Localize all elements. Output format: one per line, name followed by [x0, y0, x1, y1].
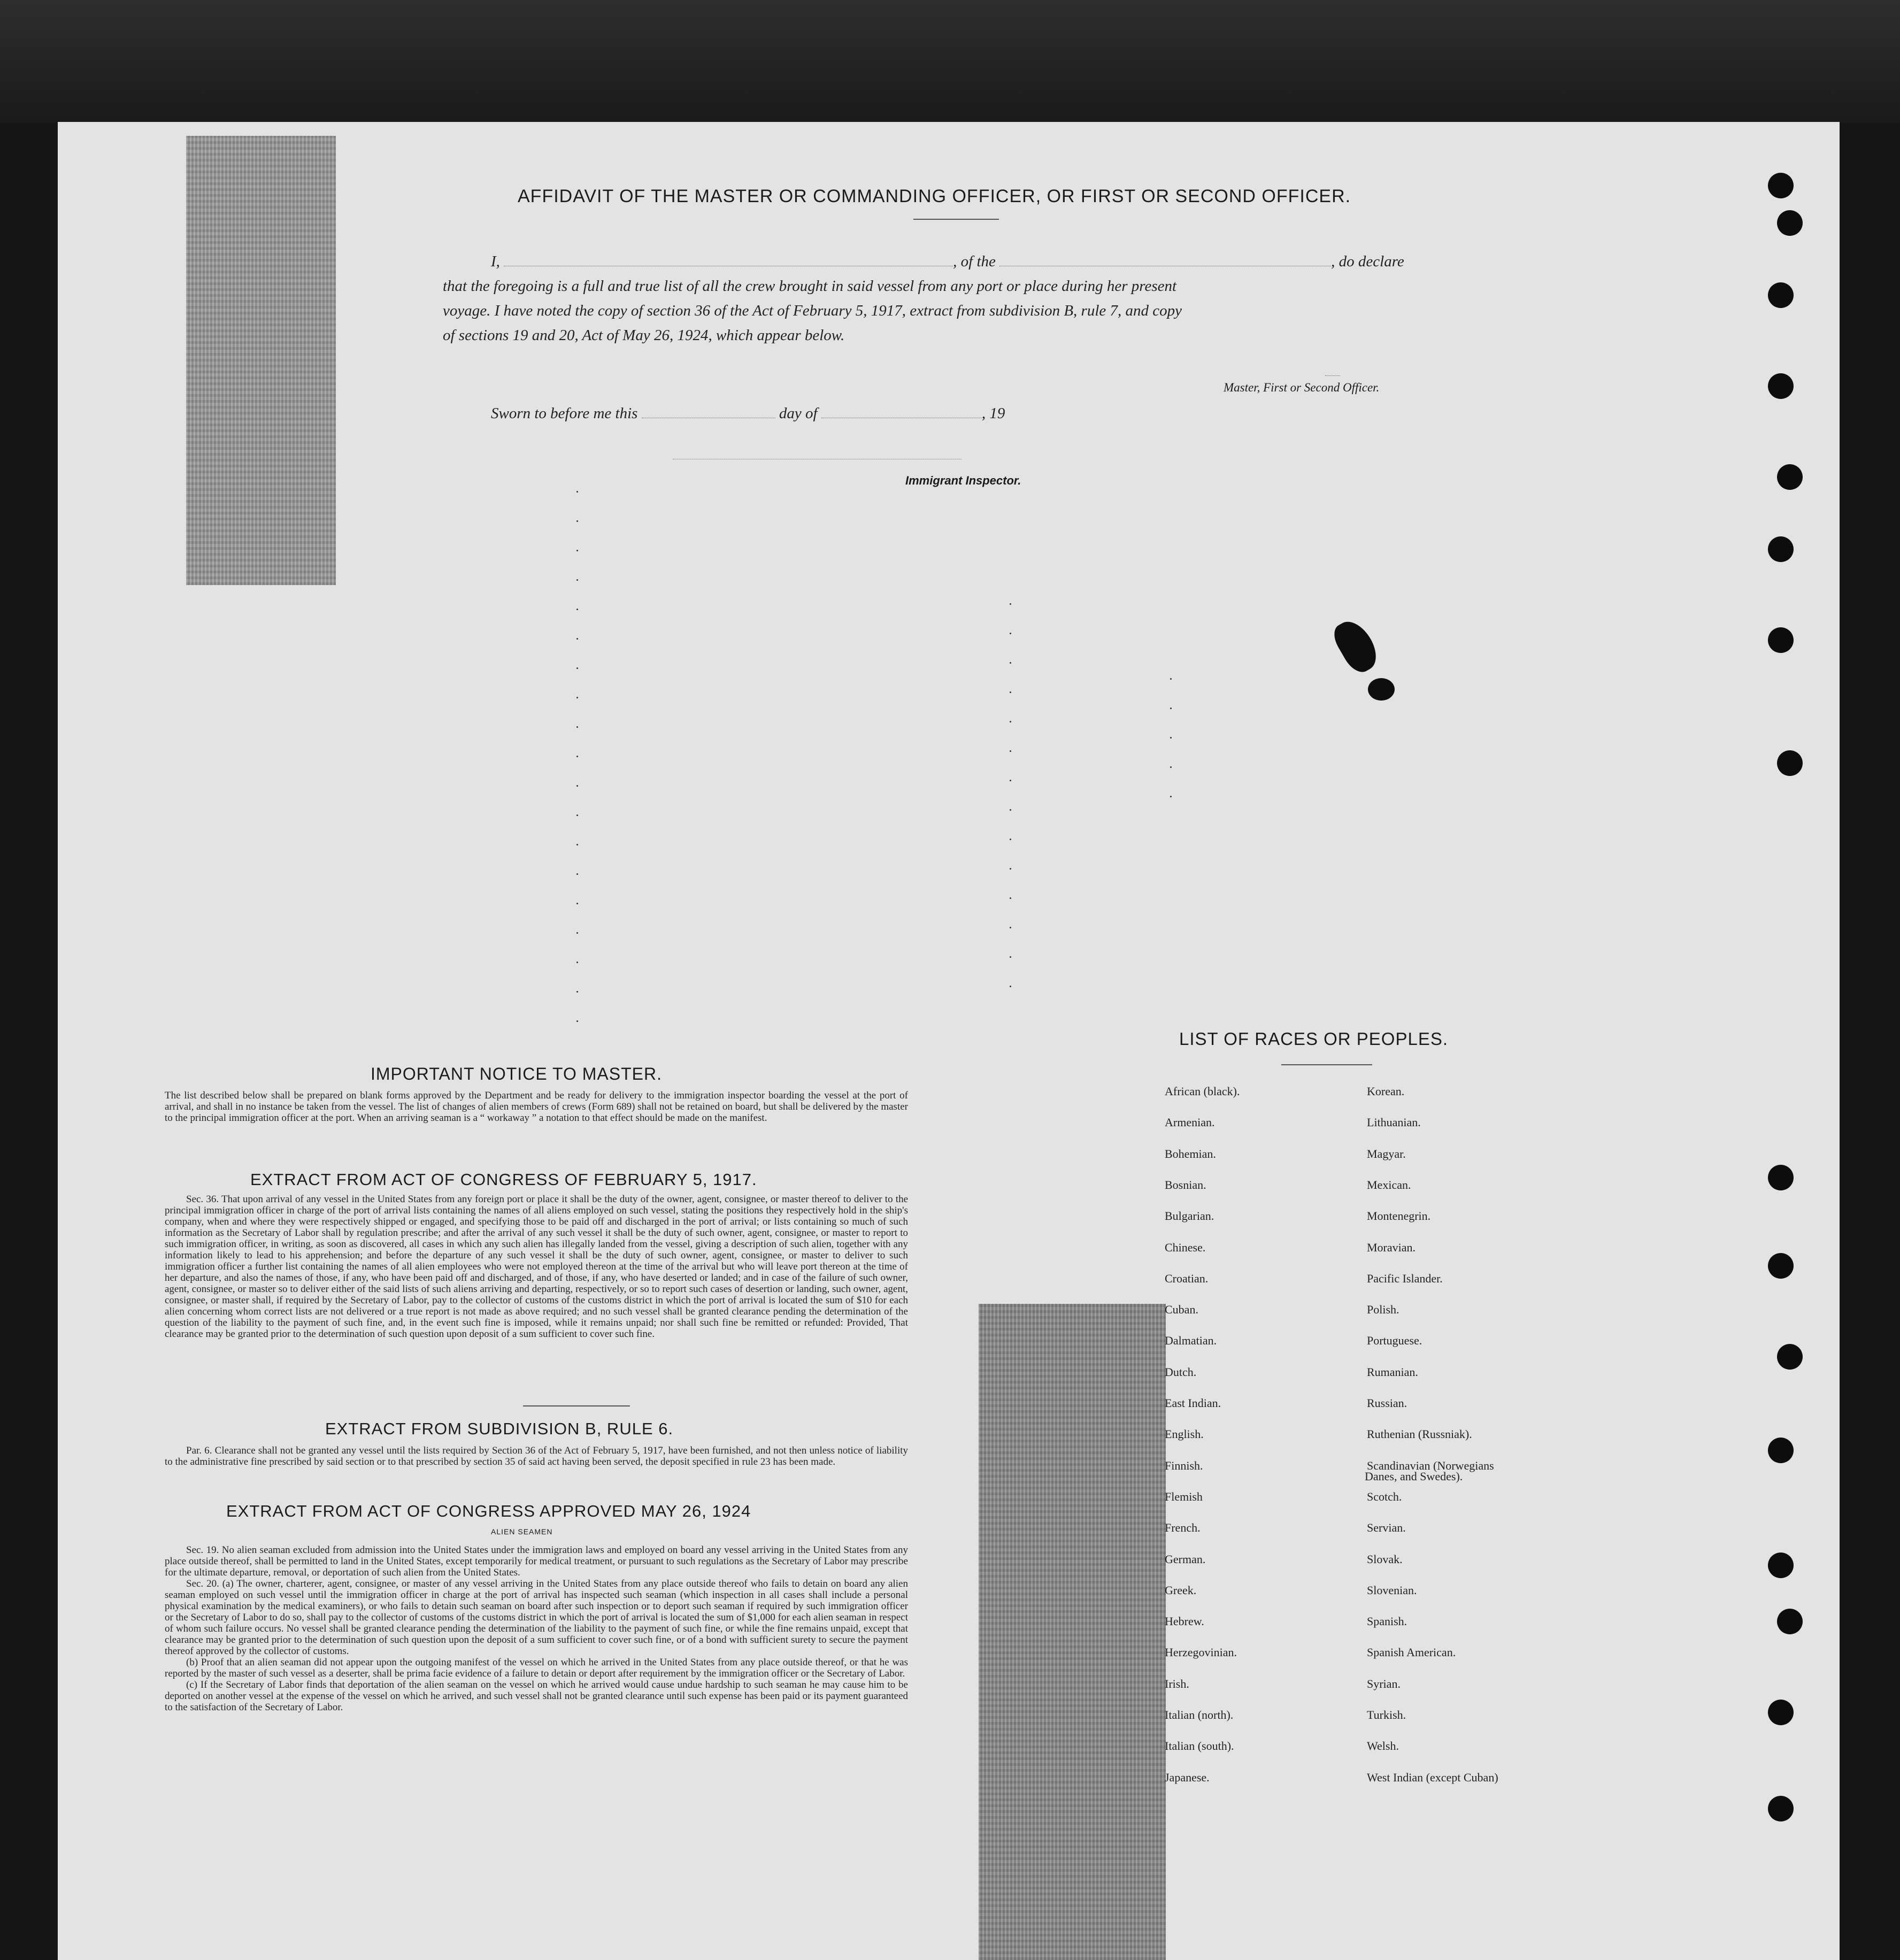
- race-left-item: Dutch.: [1165, 1365, 1197, 1379]
- race-right-item: Turkish.: [1367, 1708, 1406, 1721]
- race-right-item: Montenegrin.: [1367, 1209, 1431, 1223]
- race-right-item: Russian.: [1367, 1396, 1407, 1410]
- notice-title: IMPORTANT NOTICE TO MASTER.: [371, 1064, 662, 1083]
- race-right-item: Slovak.: [1367, 1552, 1403, 1566]
- guide-dot: [576, 579, 578, 581]
- punch-hole: [1777, 464, 1803, 490]
- guide-dot: [576, 814, 578, 816]
- extract-1917-title: EXTRACT FROM ACT OF CONGRESS OF FEBRUARY 5, 1917.: [250, 1170, 757, 1189]
- guide-dot: [576, 991, 578, 993]
- race-right-item: Spanish.: [1367, 1615, 1407, 1628]
- punch-hole: [1777, 750, 1803, 776]
- day-of-label: day of: [779, 405, 818, 422]
- extract-rule6-body: Par. 6. Clearance shall not be granted any vessel until the lists required by Section 36 of the Act of February 5, 1917, have been furnished, and not then unless notice of liability to the administrative fine prescribed by said section or to that prescribed by section 35 of said act having been served, the deposit specified in rule 23 has been made.: [165, 1445, 908, 1467]
- declaration-line-2: voyage. I have noted the copy of section 36 of the Act of February 5, 1917, extract from subdivision B, rule 7, and copy: [443, 302, 1182, 319]
- guide-dot: [1010, 986, 1011, 987]
- race-right-item: Moravian.: [1367, 1240, 1416, 1254]
- guide-dot: [576, 873, 578, 875]
- punch-hole: [1777, 210, 1803, 236]
- guide-dot: [576, 962, 578, 963]
- guide-dot: [1010, 662, 1011, 664]
- punch-hole: [1768, 1552, 1794, 1578]
- vessel-blank[interactable]: [999, 255, 1331, 266]
- race-right-item: Pacific Islander.: [1367, 1271, 1443, 1285]
- race-right-item: Portuguese.: [1367, 1334, 1422, 1348]
- document-page: [58, 122, 1840, 1960]
- sec19-text: Sec. 19. No alien seaman excluded from admission into the United States under the immigration laws and employed on board any vessel arriving in the United States from any place outside thereof, shall be permitted to land in the United States, except temporarily for medical treatment, or pursuant to such regulations as the Secretary of Labor may prescribe for the ultimate departure, removal, or deportation of such alien from the United States.: [165, 1544, 908, 1578]
- guide-dot: [1010, 927, 1011, 928]
- guide-dot: [576, 785, 578, 787]
- guide-dot: [576, 756, 578, 757]
- race-right-item: Polish.: [1367, 1303, 1399, 1317]
- race-left-item: Italian (north).: [1165, 1708, 1234, 1721]
- declaration-text: [443, 274, 1726, 348]
- race-right-item: Mexican.: [1367, 1178, 1411, 1192]
- scan-border: [0, 0, 1900, 123]
- extract-1924-title: EXTRACT FROM ACT OF CONGRESS APPROVED MAY 26, 1924: [226, 1502, 751, 1520]
- sworn-line: [491, 401, 1240, 426]
- guide-dot: [1170, 796, 1172, 797]
- races-title-underline: [1281, 1064, 1372, 1065]
- punch-hole: [1768, 536, 1794, 562]
- race-right-item: Lithuanian.: [1367, 1116, 1421, 1129]
- race-right-item: Rumanian.: [1367, 1365, 1418, 1379]
- tape-strip-bottom: [979, 1304, 1166, 1960]
- races-title: LIST OF RACES OR PEOPLES.: [1179, 1029, 1449, 1049]
- race-left-item: Dalmatian.: [1165, 1334, 1217, 1348]
- punch-hole: [1768, 1796, 1794, 1821]
- race-right-item: Spanish American.: [1367, 1646, 1456, 1659]
- race-right-item: Scandinavian (Norwegians: [1367, 1458, 1494, 1472]
- race-left-item: English.: [1165, 1427, 1204, 1441]
- race-left-item: Hebrew.: [1165, 1615, 1204, 1628]
- race-left-item: East Indian.: [1165, 1396, 1221, 1410]
- sworn-label: Sworn to before me this: [491, 405, 638, 422]
- guide-dot: [1010, 750, 1011, 752]
- day-blank[interactable]: [642, 407, 775, 418]
- title-underline: [913, 219, 999, 220]
- affidavit-title: AFFIDAVIT OF THE MASTER OR COMMANDING OFFICER, OR FIRST OR SECOND OFFICER.: [518, 186, 1351, 206]
- guide-dot: [1010, 839, 1011, 840]
- signature-line: [1325, 375, 1340, 376]
- guide-dot: [1010, 603, 1011, 605]
- month-blank[interactable]: [821, 407, 982, 418]
- race-right-item: Korean.: [1367, 1085, 1405, 1098]
- punch-hole: [1768, 627, 1794, 653]
- sec20c-text: (c) If the Secretary of Labor finds that deportation of the alien seaman on the vessel on which he arrived would cause undue hardship to such seaman he may cause him to be deported on another vessel at the expense of the vessel on which he arrived, and such vessel shall not be granted clearance until such expense has been paid or its payment guaranteed to the satisfaction of the Secretary of Labor.: [165, 1679, 908, 1713]
- race-left-item: Greek.: [1165, 1583, 1197, 1597]
- race-right-item: Magyar.: [1367, 1147, 1406, 1160]
- race-left-item: Cuban.: [1165, 1303, 1198, 1317]
- extract-1924-body: [165, 1544, 908, 1713]
- punch-hole: [1768, 373, 1794, 399]
- guide-dot: [1010, 956, 1011, 958]
- guide-dot: [576, 638, 578, 640]
- ink-blot-small: [1368, 678, 1395, 701]
- extract-1917-body: Sec. 36. That upon arrival of any vessel in the United States from any foreign port or place it shall be the duty of the owner, agent, consignee, or master thereof to deliver to the principal immigration officer in charge of the port of arrival lists containing the names of all aliens employed on such vessel, stating the positions they respectively hold in the ship's company, when and where they were respectively shipped or engaged, and specifying those to be paid off and discharged in the port of arrival; or lists containing so much of such information as the Secretary of Labor shall by regulation prescribe; and after the arrival of any such vessel it shall be the duty of such owner, agent, consignee, or master to report to such immigration officer, in writing, as soon as discovered, all cases in which any such alien has illegally landed from the vessel, giving a description of such alien, together with any information likely to lead to his apprehension; and before the departure of any such vessel it shall be the duty of such owner, agent, consignee, or master to deliver to such immigration officer a further list containing the names of all alien employees who were not employed thereon at the time of the arrival but who will leave port thereon at the time of her departure, and also the names of those, if any, who have been paid off and discharged, and of those, if any, who have deserted or landed; and in case of the failure of such owner, agent, consignee, or master so to deliver either of the said lists of such aliens arriving and departing, respectively, or so to report such cases of desertion or landing, such owner, agent, consignee, or master shall, if required by the Secretary of Labor, pay to the collector of customs of the customs district in which the port of arrival is located the sum of $10 for each alien concerning whom correct lists are not delivered or a true report is not made as above required; and no such vessel shall be granted clearance pending the determination of the question of the liability to the payment of such fine, and, in the event such fine is imposed, while it remains unpaid; nor shall such fine be remitted or refunded: Provided, That clearance may be granted prior to the determination of such question upon deposit of a sum sufficient to cover such fine.: [165, 1194, 908, 1340]
- race-left-item: Finnish.: [1165, 1458, 1203, 1472]
- race-right-item: Ruthenian (Russniak).: [1367, 1427, 1472, 1441]
- race-right-item: Syrian.: [1367, 1677, 1401, 1690]
- race-right-item: Welsh.: [1367, 1739, 1399, 1753]
- guide-dot: [1010, 809, 1011, 811]
- guide-dot: [1010, 633, 1011, 634]
- sec20b-text: (b) Proof that an alien seaman did not appear upon the outgoing manifest of the vessel on which he arrived in the United States from any place outside thereof, or that he was reported by the master of such vessel as a deserter, shall be prima facie evidence of a failure to detain or deport after requirement by the immigration officer or the Secretary of Labor.: [165, 1657, 908, 1679]
- race-left-item: German.: [1165, 1552, 1206, 1566]
- race-left-item: Herzegovinian.: [1165, 1646, 1237, 1659]
- sec20a-text: Sec. 20. (a) The owner, charterer, agent, consignee, or master of any vessel arriving in the United States from any place outside thereof who fails to detain on board any alien seaman employed on such vessel until the immigration officer in charge at the port of arrival has inspected such seaman (which inspection in all cases shall include a personal physical examination by the medical examiners), or who fails to detain such seaman on board after such inspection or to deport such seaman if required by such immigration officer or the Secretary of Labor to do so, shall pay to the collector of customs of the customs district in which the port of arrival is located the sum of $1,000 for each alien seaman in respect of whom such failure occurs. No vessel shall be granted clearance pending the determination of the liability to the payment of such fine, or while the fine remains unpaid, except that clearance may be granted prior to the determination of such question upon the deposit of a sum sufficient to cover such fine, or of a bond with sufficient surety to secure the payment thereof approved by the collector of customs.: [165, 1578, 908, 1657]
- ink-blot: [1329, 615, 1383, 678]
- punch-hole: [1777, 1609, 1803, 1634]
- guide-dot: [1010, 691, 1011, 693]
- section-divider: [523, 1405, 630, 1406]
- race-left-item: Bosnian.: [1165, 1178, 1206, 1192]
- race-left-item: Italian (south).: [1165, 1739, 1234, 1753]
- punch-hole: [1768, 1253, 1794, 1279]
- race-left-item: French.: [1165, 1521, 1201, 1535]
- race-right-item: Servian.: [1367, 1521, 1406, 1535]
- guide-dot: [576, 903, 578, 904]
- guide-dot: [576, 844, 578, 846]
- race-right-item: Slovenian.: [1367, 1583, 1417, 1597]
- punch-hole: [1768, 173, 1794, 198]
- guide-dot: [576, 1020, 578, 1022]
- race-left-item: Irish.: [1165, 1677, 1189, 1690]
- extract-1924-subtitle: ALIEN SEAMEN: [491, 1527, 553, 1536]
- punch-hole: [1768, 1700, 1794, 1725]
- guide-dot: [1170, 737, 1172, 739]
- guide-dot: [576, 491, 578, 493]
- race-scandinavian-continued: Danes, and Swedes).: [1365, 1470, 1463, 1483]
- extract-rule6-title: EXTRACT FROM SUBDIVISION B, RULE 6.: [325, 1419, 674, 1438]
- race-right-item: West Indian (except Cuban): [1367, 1770, 1498, 1784]
- do-declare-label: , do declare: [1331, 253, 1404, 270]
- race-left-item: Croatian.: [1165, 1271, 1209, 1285]
- guide-dot: [1010, 721, 1011, 722]
- declaration-first-line: [491, 249, 1721, 274]
- declaration-line-1: that the foregoing is a full and true list of all the crew brought in said vessel from any port or place during her present: [443, 278, 1177, 295]
- guide-dot: [576, 550, 578, 551]
- race-left-item: Bohemian.: [1165, 1147, 1216, 1160]
- guide-dot: [576, 932, 578, 934]
- race-left-item: African (black).: [1165, 1085, 1240, 1098]
- of-the-label: , of the: [953, 253, 996, 270]
- guide-dot: [1010, 868, 1011, 870]
- name-blank[interactable]: [504, 255, 953, 266]
- declaration-line-3: of sections 19 and 20, Act of May 26, 1924, which appear below.: [443, 327, 845, 344]
- inspector-label: Immigrant Inspector.: [905, 474, 1021, 487]
- year-label: , 19: [981, 405, 1005, 422]
- guide-dot: [576, 726, 578, 728]
- race-left-item: Armenian.: [1165, 1116, 1215, 1129]
- punch-hole: [1768, 1165, 1794, 1190]
- master-signature-label: Master, First or Second Officer.: [1224, 381, 1380, 394]
- race-left-item: Japanese.: [1165, 1770, 1210, 1784]
- guide-dot: [1170, 678, 1172, 680]
- guide-dot: [1010, 897, 1011, 899]
- guide-dot: [576, 697, 578, 698]
- i-label: I,: [491, 253, 500, 270]
- punch-hole: [1768, 1438, 1794, 1463]
- guide-dot: [576, 667, 578, 669]
- notice-body: The list described below shall be prepared on blank forms approved by the Department and be ready for delivery to the immigration inspector boarding the vessel at the port of arrival, and shall in no instance be taken from the vessel. The list of changes of alien members of crews (Form 689) shall not be retained on board, but shall be delivered by the master to the principal immigration officer at the port. When an arriving seaman is a “ workaway ” a notation to that effect should be made on the manifest.: [165, 1090, 908, 1124]
- punch-hole: [1768, 282, 1794, 308]
- race-left-item: Bulgarian.: [1165, 1209, 1214, 1223]
- guide-dot: [1170, 766, 1172, 768]
- tape-strip-top: [186, 136, 336, 585]
- guide-dot: [1170, 708, 1172, 709]
- race-left-item: Flemish: [1165, 1489, 1203, 1503]
- guide-dot: [1010, 780, 1011, 781]
- punch-hole: [1777, 1344, 1803, 1370]
- guide-dot: [576, 609, 578, 610]
- race-right-item: Scotch.: [1367, 1489, 1402, 1503]
- race-left-item: Chinese.: [1165, 1240, 1206, 1254]
- guide-dot: [576, 520, 578, 522]
